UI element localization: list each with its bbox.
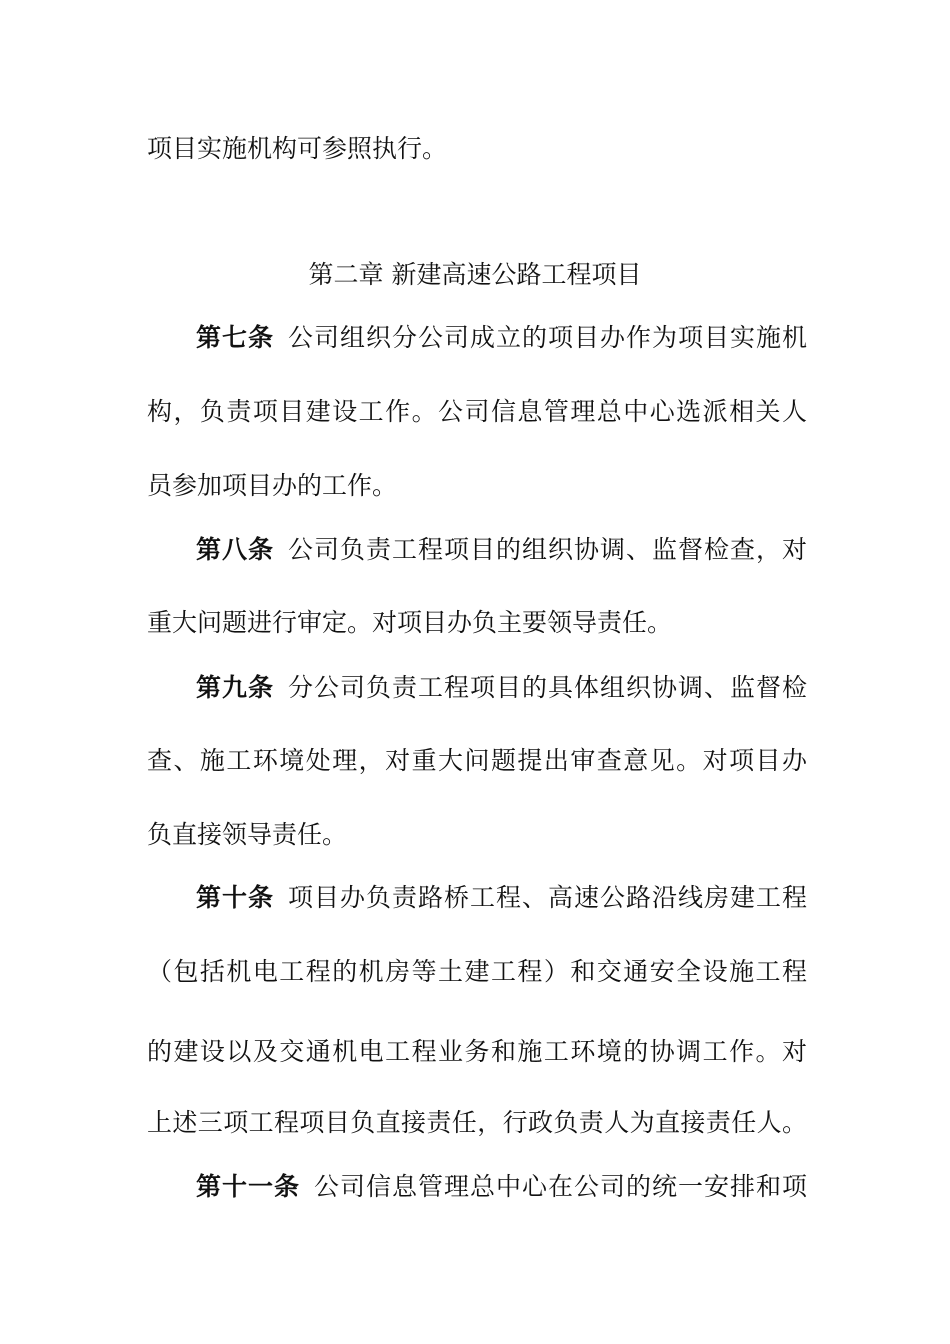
article-10-text-line-1: 项目办负责路桥工程、高速公路沿线房建工程 (288, 883, 807, 912)
article-10-text-line-4: 上述三项工程项目负直接责任，行政负责人为直接责任人。 (147, 1108, 807, 1137)
article-11-text-line-1: 公司信息管理总中心在公司的统一安排和项 (314, 1172, 807, 1201)
article-10-text-line-2: （包括机电工程的机房等土建工程）和交通安全设施工程 (147, 957, 807, 986)
article-11-number: 第十一条 (196, 1172, 300, 1201)
article-7-first-line (196, 322, 807, 354)
article-7-text-line-1: 公司组织分公司成立的项目办作为项目实施机 (288, 323, 807, 352)
article-9-first-line (196, 672, 807, 704)
article-9-number: 第九条 (196, 673, 274, 702)
article-8-first-line (196, 534, 807, 566)
article-10-number: 第十条 (196, 883, 274, 912)
article-11-first-line (196, 1171, 807, 1203)
article-7-text-line-3: 员参加项目办的工作。 (147, 471, 398, 500)
article-9-text-line-1: 分公司负责工程项目的具体组织协调、监督检 (288, 673, 807, 702)
article-10-text-line-3: 的建设以及交通机电工程业务和施工环境的协调工作。对 (147, 1037, 807, 1066)
article-8-text-line-2: 重大问题进行审定。对项目办负主要领导责任。 (147, 608, 673, 637)
article-8-text-line-1: 公司负责工程项目的组织协调、监督检查，对 (288, 535, 807, 564)
article-9-text-line-2: 查、施工环境处理，对重大问题提出审查意见。对项目办 (147, 746, 807, 775)
continuation-text: 项目实施机构可参照执行。 (147, 134, 448, 163)
article-10-first-line (196, 882, 807, 914)
chapter-title: 第二章 新建高速公路工程项目 (308, 260, 642, 289)
article-7-number: 第七条 (196, 323, 274, 352)
article-9-text-line-3: 负直接领导责任。 (147, 820, 348, 849)
article-8-number: 第八条 (196, 535, 274, 564)
article-7-text-line-2: 构，负责项目建设工作。公司信息管理总中心选派相关人 (147, 397, 807, 426)
